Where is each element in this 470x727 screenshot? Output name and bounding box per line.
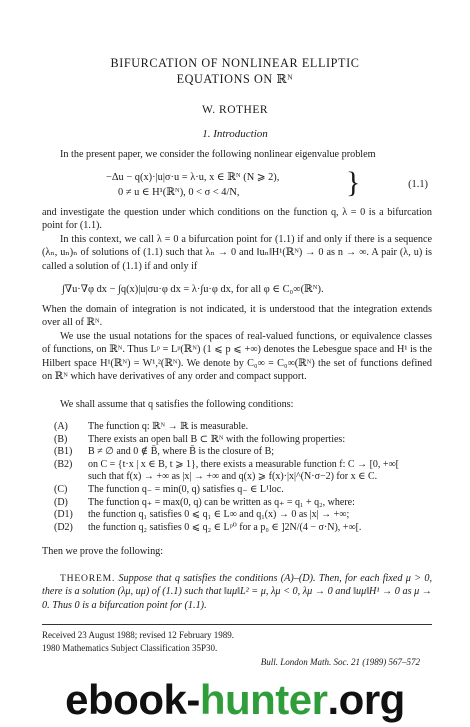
condition-list [54,421,434,534]
paragraph-4: When the domain of integration is not indicated, it is understood that the integration extends over all of ℝᴺ. [42,304,432,329]
watermark-logo: ebook- hunter .org [65,675,405,723]
equation-1-number: (1.1) [408,179,428,190]
equation-brace: } [346,166,361,199]
equation-2: ∫∇u·∇φ dx − ∫q(x)|u|σu·φ dx = λ·∫u·φ dx, for all φ ∈ C₀∞(ℝᴺ). [62,284,324,295]
paragraph-6: We shall assume that q satisfies the following conditions: [60,399,294,410]
footnote-received: Received 23 August 1988; revised 12 February 1989. [42,630,234,640]
title-line-1: BIFURCATION OF NONLINEAR ELLIPTIC [110,56,360,70]
title-line-2: EQUATIONS ON ℝᴺ [176,72,294,86]
theorem-text: Suppose that q satisfies the conditions (A)–(D). Then, for each fixed μ > 0, there is a solution (λμ, uμ) of (1.1) such that ‖uμ‖L² = μ, λμ < 0, λμ → 0 and ‖uμ‖H¹ → 0 as μ → 0. Thus 0 is a bifurcation point for (1.1). [42,573,432,611]
condition-item: (D2) the function q₂ satisfies 0 ⩽ q₂ ∈ Lᵖ⁰ for a p₀ ∈ ]2N/(4 − σ·N), +∞[. [54,521,362,533]
theorem-lead: THEOREM. [60,573,116,584]
section-heading: 1. Introduction [202,128,268,140]
equation-1-line-1: −Δu − q(x)·|u|σ·u = λ·u, x ∈ ℝᴺ (N ⩾ 2), [106,172,280,183]
paragraph-3: In this context, we call λ = 0 a bifurcation point for (1.1) if and only if there is a sequence (λₙ, uₙ)ₙ of solutions of (1.1) such that λₙ → 0 and ‖uₙ‖H¹(ℝᴺ) → 0 as n → ∞. A pair (λ, u) is called a solution of (1.1) if and only if [42,234,432,272]
intro-paragraph: In the present paper, we consider the following nonlinear eigenvalue problem [60,149,376,160]
condition-item: (B) There exists an open ball B ⊂ ℝᴺ with the following properties: [54,433,346,445]
condition-item: (D1) the function q₁ satisfies 0 ⩽ q₁ ∈ L∞ and q₁(x) → 0 as |x| → +∞; [54,509,350,521]
journal-reference: Bull. London Math. Soc. 21 (1989) 567–572 [260,657,420,667]
condition-item: (B2) on C = {t·x | x ∈ B, t ⩾ 1}, there exists a measurable function f: C → [0, +∞[ such that f(x) → +∞ as |x| → +∞ and q(x) ⩾ f(x)·|x|^(N·σ−2) for x ∈ C. [54,458,400,483]
paragraph-2: and investigate the question under which conditions on the function q, λ = 0 is a bifurcation point for (1.1). [42,207,432,232]
equation-1-line-2: 0 ≠ u ∈ H¹(ℝᴺ), 0 < σ < 4/N, [118,187,240,198]
condition-item: (B1) B ≠ ∅ and 0 ∉ B̄, where B̄ is the closure of B; [54,446,275,458]
condition-item: (A) The function q: ℝᴺ → ℝ is measurable. [54,421,249,432]
paragraph-7: Then we prove the following: [42,546,164,557]
author: W. ROTHER [201,104,269,116]
theorem [42,572,432,612]
footnote-rule [42,624,432,625]
footnote-classification: 1980 Mathematics Subject Classification 35P30. [42,643,218,653]
condition-item: (D) The function q₊ = max(0, q) can be written as q₊ = q₁ + q₂, where: [54,496,355,508]
paragraph-5: We use the usual notations for the spaces of real-valued functions, or equivalence classes of functions, on ℝᴺ. Thus Lᵖ = Lᵖ(ℝᴺ) (1 ⩽ p ⩽ +∞) denotes the Lebesgue space and H¹ is the Hilbert space H¹(ℝᴺ) = W¹,²(ℝᴺ). We denote by C₀∞ = C₀∞(ℝᴺ) the set of functions defined on ℝᴺ which have derivatives of any order and compact support. [42,331,432,383]
condition-item: (C) The function q₋ = min(0, q) satisfies q₋ ∈ L¹loc. [54,483,284,495]
